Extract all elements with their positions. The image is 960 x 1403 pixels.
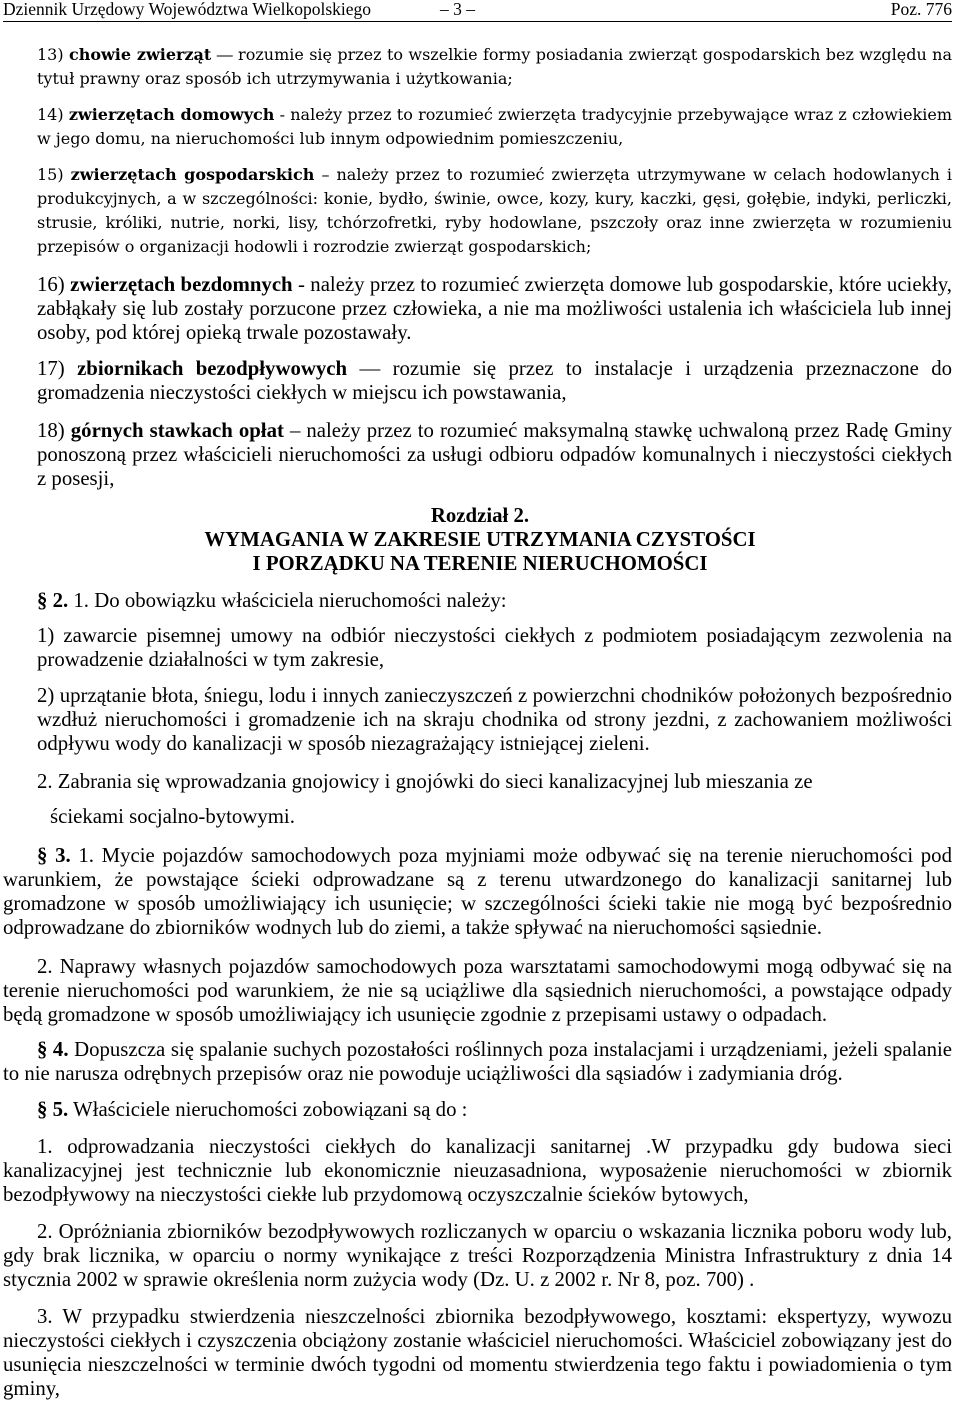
- paragraph-5-item-3: 3. W przypadku stwierdzenia nieszczelności zbiornika bezodpływowego, kosztami: ekspertyzy, wywozu nieczystości ciekłych i czyszczenia obciążony zostanie właściciel nieruchomości. Właściciel zobowiązany jest do usunięcia nieszczelności w terminie dwóch tygodni od momentu stwierdzenia tego faktu i powiadomienia o tym gminy,: [3, 1305, 952, 1400]
- definition-term: zbiornikach bezodpływowych: [77, 357, 348, 380]
- paragraph-5-item-2: 2. Opróżniania zbiorników bezodpływowych rozliczanych w oparciu o wskazania licznika poboru wody lub, gdy brak licznika, w oparciu o normy wynikające z treści Rozporządzenia Ministra Infrastruktury z dnia 14 stycznia 2002 w sprawie określenia norm zużycia wody (Dz. U. z 2002 r. Nr 8, poz. 700) .: [3, 1220, 952, 1291]
- journal-title: Dziennik Urzędowy Województwa Wielkopolskiego: [3, 0, 372, 19]
- position-number: Poz. 776: [890, 0, 952, 19]
- section-sign: § 5.: [37, 1098, 69, 1121]
- definition-text: – należy przez to rozumieć zwierzęta utrzymywane w celach hodowlanych i produkcyjnych, a w szczególności: konie, bydło, świnie, owce, kozy, kury, kaczki, gęsi, gołębie, indyki, perliczki, strusie, króliki, nutrie, norki, lisy, tchórzofretki, ryby hodowlane, pszczoły oraz inne zwierzęta w rozumieniu przepisów o organizacji hodowli i rozrodzie zwierząt gospodarskich;: [37, 165, 952, 256]
- definition-term: górnych stawkach opłat: [70, 419, 284, 442]
- definition-text: – należy przez to rozumieć maksymalną stawkę uchwaloną przez Radę Gminy ponoszoną przez właścicieli nieruchomości za usługi odbioru odpadów komunalnych i nieczystości ciekłych z posesji,: [37, 419, 953, 490]
- chapter-title-line-1: WYMAGANIA W ZAKRESIE UTRZYMANIA CZYSTOŚCI: [204, 528, 756, 551]
- definition-number: 15): [37, 165, 64, 184]
- item-text: zawarcie pisemnej umowy na odbiór nieczystości ciekłych z podmiotem posiadającym zezwolenia na prowadzenie działalności w tym zakresie,: [37, 624, 952, 671]
- paragraph-2-ust-2-line-2: ściekami socjalno-bytowymi.: [50, 805, 295, 828]
- definition-text: ― rozumie się przez to wszelkie formy posiadania zwierząt gospodarskich bez względu na tytuł prawny oraz sposób ich utrzymywania i użytkowania;: [37, 45, 952, 88]
- paragraph-2-intro: [37, 589, 952, 613]
- paragraph-4: [3, 1038, 952, 1086]
- item-number: 2): [37, 684, 55, 707]
- item-text: uprzątanie błota, śniegu, lodu i innych zanieczyszczeń z powierzchni chodników położonych bezpośrednio wzdłuż nieruchomości i gromadzenie ich na skraju chodnika od strony jezdni, z zachowaniem możliwości odpływu wody do kanalizacji w sposób niezagrażający istniejącej zieleni.: [37, 684, 952, 755]
- paragraph-5-intro: [37, 1098, 952, 1122]
- definition-number: 17): [37, 357, 65, 380]
- definition-number: 18): [37, 419, 65, 442]
- paragraph-3-ust-2: 2. Naprawy własnych pojazdów samochodowych poza warsztatami samochodowymi mogą odbywać się na terenie nieruchomości pod warunkiem, że nie są uciążliwe dla sąsiednich nieruchomości, a powstające odpady będą gromadzone w sposób umożliwiający ich usunięcie zgodnie z przepisami ustawy o odpadach.: [3, 955, 952, 1026]
- paragraph-5-item-1: 1. odprowadzania nieczystości ciekłych do kanalizacji sanitarnej .W przypadku gdy budowa sieci kanalizacyjnej jest technicznie lub ekonomicznie nieuzasadniona, wyposażenie nieruchomości w zbiornik bezodpływowy na nieczystości ciekłe lub przydomową oczyszczalnie ścieków bytowych,: [3, 1135, 952, 1206]
- definition-term: chowie zwierząt: [68, 45, 212, 64]
- paragraph-text: Właściciele nieruchomości zobowiązani są do :: [73, 1098, 468, 1121]
- paragraph-2-item-1: [37, 624, 952, 672]
- definition-16: [37, 273, 952, 345]
- chapter-title-line-2: I PORZĄDKU NA TERENIE NIERUCHOMOŚCI: [252, 552, 708, 575]
- definition-15: [37, 163, 952, 259]
- section-sign: § 2.: [37, 589, 69, 612]
- page-number: – 3 –: [440, 0, 475, 19]
- paragraph-2-ust-2-line-1: 2. Zabrania się wprowadzania gnojowicy i gnojówki do sieci kanalizacyjnej lub mieszania ze: [37, 770, 813, 793]
- paragraph-text: 1. Mycie pojazdów samochodowych poza myjniami może odbywać się na terenie nieruchomości pod warunkiem, że powstające ścieki odprowadzane są z terenu utwardzonego do kanalizacji sanitarnej lub gromadzone w sposób umożliwiający ich usunięcie; w szczególności ścieki takie nie mogą być bezpośrednio odprowadzane do zbiorników wodnych lub do ziemi, a także spływać na nieruchomości sąsiednie.: [3, 844, 952, 939]
- paragraph-text: 1. Do obowiązku właściciela nieruchomości należy:: [73, 589, 507, 612]
- definition-13: [37, 43, 952, 91]
- definition-term: zwierzętach gospodarskich: [70, 165, 315, 184]
- section-sign: § 3.: [37, 844, 71, 867]
- chapter-label: Rozdział 2.: [430, 504, 530, 527]
- definition-text: - należy przez to rozumieć zwierzęta tradycyjnie przebywające wraz z człowiekiem w jego domu, na nieruchomości lub innym odpowiednim pomieszczeniu,: [37, 105, 952, 148]
- definition-term: zwierzętach bezdomnych: [70, 273, 293, 296]
- definition-text: - należy przez to rozumieć zwierzęta domowe lub gospodarskie, które uciekły, zabłąkały się lub zostały porzucone przez człowieka, a nie ma możliwości ustalenia ich właściciela lub innej osoby, pod której opieką trwale pozostawały.: [37, 273, 952, 344]
- paragraph-2-item-2: [37, 684, 952, 756]
- definition-number: 14): [37, 105, 64, 124]
- definition-text: — rozumie się przez to instalacje i urządzenia przeznaczone do gromadzenia nieczystości ciekłych w miejscu ich powstawania,: [37, 357, 952, 404]
- definition-number: 16): [37, 273, 65, 296]
- definition-number: 13): [37, 45, 64, 64]
- section-sign: § 4.: [37, 1038, 69, 1061]
- definition-17: [37, 357, 952, 405]
- paragraph-3-ust-1: [3, 844, 952, 940]
- definition-18: [37, 419, 952, 491]
- definition-14: [37, 103, 952, 151]
- paragraph-text: Dopuszcza się spalanie suchych pozostałości roślinnych poza instalacjami i urządzeniami, jeżeli spalanie to nie narusza odrębnych przepisów oraz nie powoduje uciążliwości dla sąsiadów i zadymiania dróg.: [3, 1038, 952, 1085]
- definition-term: zwierzętach domowych: [68, 105, 275, 124]
- header-divider: [3, 21, 952, 22]
- item-number: 1): [37, 624, 55, 647]
